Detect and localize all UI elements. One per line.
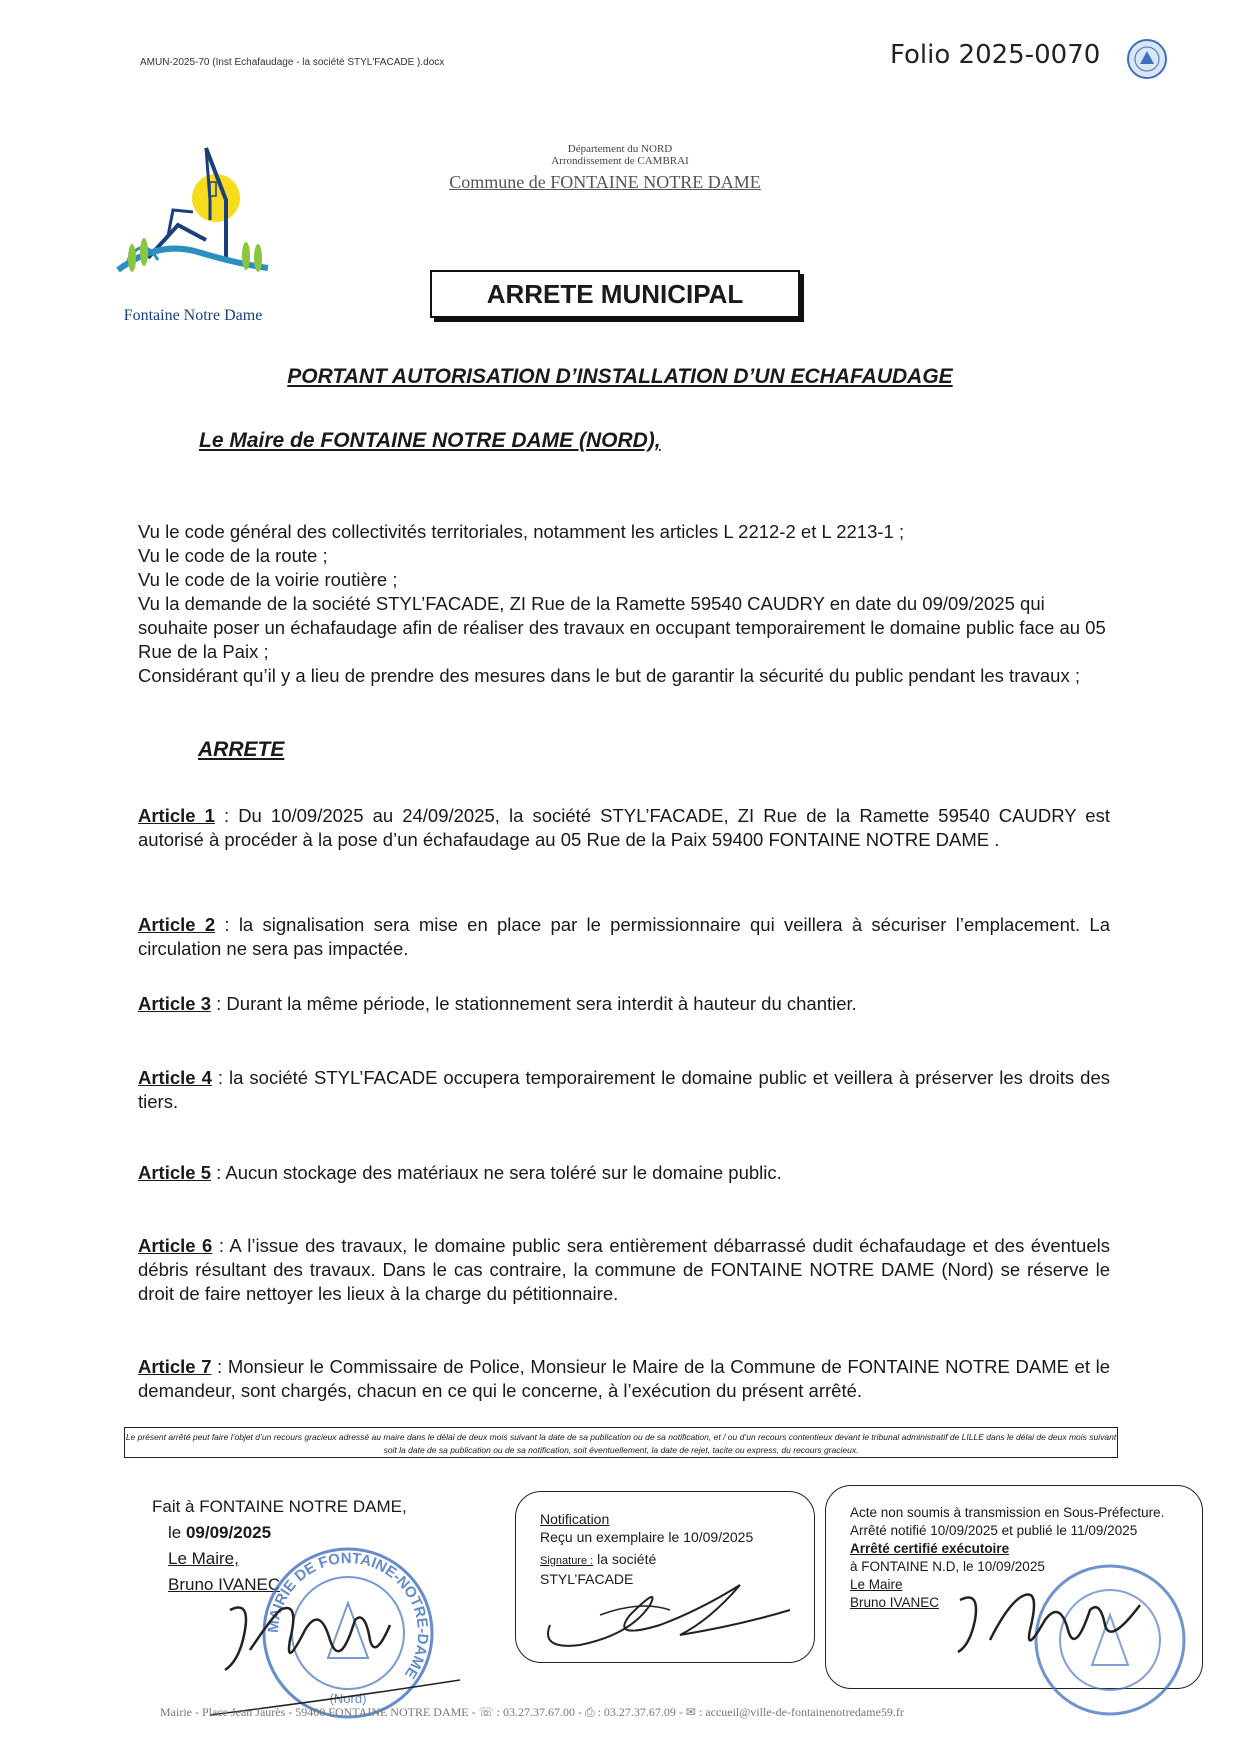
article-text: : Du 10/09/2025 au 24/09/2025, la société STYL’FACADE, ZI Rue de la Ramette 59540 CAUDRY est autorisé à procéder à la pose d’un échafaudage au 05 Rue de la Paix 59400 FONTAINE NOTRE DAME .: [138, 805, 1110, 850]
article-text: : Aucun stockage des matériaux ne sera toléré sur le domaine public.: [211, 1162, 782, 1183]
article-title: Article 5: [138, 1162, 212, 1183]
fait-a: Fait à FONTAINE NOTRE DAME,: [152, 1497, 407, 1516]
visa-item: Vu le code de la route ;: [138, 545, 328, 566]
departement-info: [500, 143, 740, 167]
article-3: [138, 992, 1110, 1016]
seal-icon: [1126, 38, 1168, 80]
visa-item: Vu le code général des collectivités territoriales, notamment les articles L 2212-2 et L 2213-1 ;: [138, 521, 905, 542]
article-2: [138, 913, 1110, 961]
church-logo-icon: [98, 140, 288, 300]
article-title: Article 3: [138, 993, 212, 1014]
article-title: Article 4: [138, 1067, 212, 1088]
article-text: : la signalisation sera mise en place par le permissionnaire qui veillera à sécuriser l’emplacement. La circulation ne sera pas impactée.: [138, 914, 1110, 959]
commune-logo: [98, 140, 288, 325]
signataire: la société: [597, 1551, 657, 1567]
acte-line4: à FONTAINE N.D, le 10/09/2025: [850, 1559, 1045, 1574]
notification-societe: STYL’FACADE: [540, 1571, 634, 1587]
maire-name: Bruno IVANEC: [168, 1575, 281, 1594]
maire-role: Le Maire,: [168, 1549, 239, 1568]
article-text: : A l’issue des travaux, le domaine public sera entièrement débarrassé dudit échafaudage et des éventuels débris résultant des travaux. Dans le cas contraire, la commune de FONTAINE NOTRE DAME (Nord) se réserve le droit de faire nettoyer les lieux à la charge du pétitionnaire.: [138, 1235, 1110, 1304]
article-7: [138, 1355, 1110, 1403]
document-subject: PORTANT AUTORISATION D’INSTALLATION D’UN ECHAFAUDAGE: [287, 365, 953, 388]
acte-line2: Arrêté notifié 10/09/2025 et publié le 11/09/2025: [850, 1523, 1138, 1538]
signature-label: Signature :: [540, 1555, 594, 1567]
notification-recu: Reçu un exemplaire le 10/09/2025: [540, 1529, 754, 1545]
article-title: Article 2: [138, 914, 216, 935]
article-5: [138, 1161, 1110, 1185]
logo-caption: Fontaine Notre Dame: [123, 307, 263, 324]
visas-section: [138, 520, 1110, 688]
stamp-ring-text: MAIRIE DE FONTAINE-NOTRE-DAME: [264, 1549, 432, 1682]
article-text: : la société STYL’FACADE occupera temporairement le domaine public et veillera à préserver les droits des tiers.: [138, 1067, 1110, 1112]
article-title: Article 1: [138, 805, 215, 826]
article-text: : Durant la même période, le stationnement sera interdit à hauteur du chantier.: [211, 993, 857, 1014]
arrondissement: Arrondissement de CAMBRAI: [551, 155, 689, 167]
footer-address: Mairie - Place Jean Jaurès - 59400 FONTAINE NOTRE DAME - ☏ : 03.27.37.67.00 - ⎙ : 03.27.37.67.09 - ✉ : accueil@ville-de-fontainenotredame59.fr: [160, 1705, 904, 1719]
stamp-bottom-text: (Nord): [329, 1691, 367, 1706]
acte-signature-icon: [950, 1580, 1150, 1680]
article-4: [138, 1066, 1110, 1114]
arrete-heading: ARRETE: [198, 738, 285, 761]
recours-notice: Le présent arrêté peut faire l’objet d’un recours gracieux adressé au maire dans le délai de deux mois suivant la date de sa publication ou de sa notification, et / ou d’un recours contentieux devant le tribunal administratif de LILLE dans le délai de deux mois suivant soit la date de sa publication ou de sa notification, soit éventuellement, la date de rejet, tacite ou express, du recours gracieux.: [124, 1427, 1118, 1458]
folio-number: Folio 2025-0070: [890, 40, 1101, 70]
date-prefix: le: [168, 1523, 186, 1542]
acte-line1: Acte non soumis à transmission en Sous-Préfecture.: [850, 1505, 1165, 1520]
signature-date: 09/09/2025: [185, 1523, 272, 1542]
notification-title: Notification: [540, 1511, 610, 1527]
acte-certifie: Arrêté certifié exécutoire: [850, 1541, 1010, 1556]
maire-heading: Le Maire de FONTAINE NOTRE DAME (NORD),: [199, 429, 661, 452]
visa-item: Vu le code de la voirie routière ;: [138, 569, 398, 590]
departement: Département du NORD: [567, 143, 673, 155]
visa-item: Vu la demande de la société STYL’FACADE, ZI Rue de la Ramette 59540 CAUDRY en date du 09/09/2025 qui souhaite poser un échafaudage afin de réaliser des travaux en occupant temporairement le domaine public face au 05 Rue de la Paix ;: [138, 593, 1106, 662]
article-6: [138, 1234, 1110, 1306]
article-title: Article 6: [138, 1235, 213, 1256]
visa-item: Considérant qu’il y a lieu de prendre des mesures dans le but de garantir la sécurité du public pendant les travaux ;: [138, 665, 1081, 686]
article-1: [138, 804, 1110, 852]
document-filename: AMUN-2025-70 (Inst Echafaudage - la société STYL'FACADE ).docx: [140, 57, 445, 68]
document-title: ARRETE MUNICIPAL: [430, 270, 800, 318]
societe-signature-icon: [540, 1565, 800, 1655]
commune-name: Commune de FONTAINE NOTRE DAME: [449, 172, 761, 192]
article-title: Article 7: [138, 1356, 212, 1377]
acte-role: Le Maire: [850, 1577, 903, 1592]
article-text: : Monsieur le Commissaire de Police, Monsieur le Maire de la Commune de FONTAINE NOTRE DAME et le demandeur, sont chargés, chacun en ce qui le concerne, à l’exécution du présent arrêté.: [138, 1356, 1110, 1401]
acte-name: Bruno IVANEC: [850, 1595, 940, 1610]
